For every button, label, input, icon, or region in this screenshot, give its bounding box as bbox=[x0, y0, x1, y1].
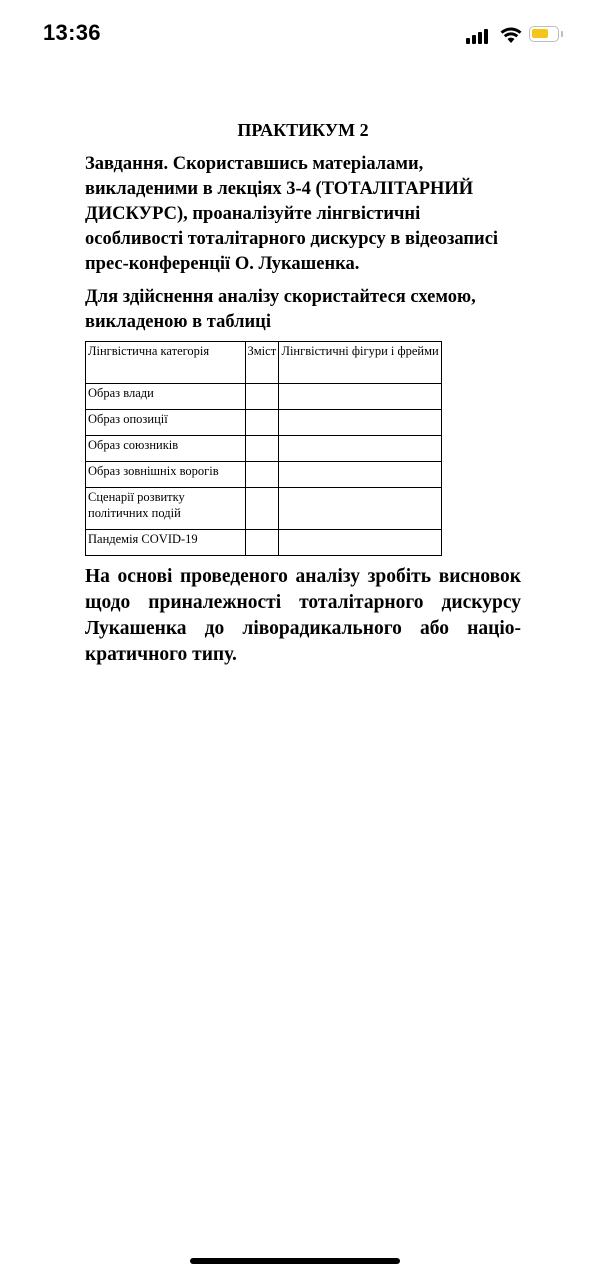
wifi-icon bbox=[500, 26, 522, 44]
table-cell bbox=[279, 462, 442, 488]
battery-icon bbox=[529, 26, 559, 42]
header-cell-category: Лінгвістична категорія bbox=[86, 342, 246, 384]
table-cell bbox=[279, 384, 442, 410]
header-cell-content: Зміст bbox=[245, 342, 279, 384]
table-cell: Образ опозиції bbox=[86, 410, 246, 436]
table-cell bbox=[279, 436, 442, 462]
status-bar bbox=[0, 0, 591, 72]
header-cell-figures: Лінгвістичні фігури і фрейми bbox=[279, 342, 442, 384]
conclusion-text: На основі проведеного аналізу зробіть висновок щодо приналежності тоталітарного дискурсу Лукашенка до ліворадикального або націо-кратичного типу. bbox=[85, 566, 521, 665]
table-cell bbox=[245, 384, 279, 410]
table-cell: Образ зовнішніх ворогів bbox=[86, 462, 246, 488]
table-cell bbox=[245, 488, 279, 530]
table-cell bbox=[279, 530, 442, 556]
table-header-row bbox=[86, 342, 442, 384]
table-cell: Образ союзників bbox=[86, 436, 246, 462]
table-row bbox=[86, 462, 442, 488]
cellular-signal-icon bbox=[466, 28, 492, 44]
table-cell: Сценарії розвитку політичних подій bbox=[86, 488, 246, 530]
table-cell bbox=[245, 410, 279, 436]
table-row bbox=[86, 530, 442, 556]
document-title: ПРАКТИКУМ 2 bbox=[237, 120, 369, 140]
table-cell: Пандемія COVID-19 bbox=[86, 530, 246, 556]
table-row bbox=[86, 384, 442, 410]
table-cell bbox=[279, 410, 442, 436]
table-cell: Образ влади bbox=[86, 384, 246, 410]
table-row bbox=[86, 410, 442, 436]
table-cell bbox=[245, 436, 279, 462]
status-time: 13:36 bbox=[43, 20, 101, 45]
table-cell bbox=[279, 488, 442, 530]
home-indicator[interactable] bbox=[190, 1258, 400, 1264]
document-page bbox=[85, 118, 521, 668]
task-text: Завдання. Скориставшись матеріалами, викладеними в лекціях 3-4 (ТОТАЛІТАРНИЙ ДИСКУРС), проаналізуйте лінгвістичні особливості тоталітарного дискурсу в відеозаписі прес-конференції О. Лукашенка. bbox=[85, 154, 499, 274]
table-cell bbox=[245, 462, 279, 488]
table-cell bbox=[245, 530, 279, 556]
lead-text: Для здійснення аналізу скористайтеся схемою, викладеною в таблиці bbox=[85, 287, 476, 332]
table-row bbox=[86, 436, 442, 462]
analysis-table bbox=[85, 341, 442, 556]
battery-cap bbox=[561, 31, 563, 37]
table-row bbox=[86, 488, 442, 530]
